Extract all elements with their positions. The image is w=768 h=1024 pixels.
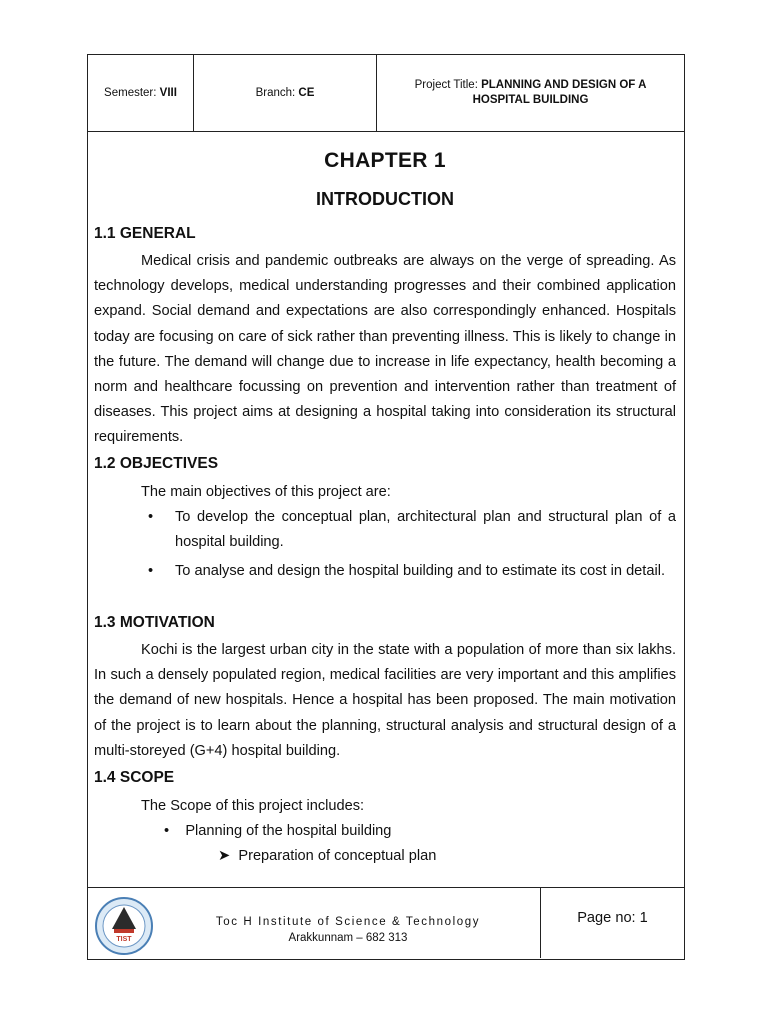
scope-intro: The Scope of this project includes: [141, 798, 365, 814]
scope-item [164, 819, 391, 844]
project-title-line-1: PLANNING AND DESIGN OF A [481, 79, 647, 91]
semester-value: VIII [159, 86, 177, 99]
page-number: Page no: 1 [577, 910, 648, 926]
chapter-heading: CHAPTER 1 [324, 149, 446, 172]
bullet-icon: • [148, 509, 154, 525]
branch-value: CE [298, 86, 315, 99]
institute-address: Arakkunnam – 682 313 [288, 932, 408, 944]
logo-text: TIST [116, 936, 132, 943]
scope-item-text: Planning of the hospital building [185, 823, 392, 839]
project-title-cell [377, 55, 684, 131]
project-title-line-2: HOSPITAL BUILDING [472, 94, 589, 106]
institute-logo [94, 896, 154, 956]
branch-label: Branch: [255, 86, 296, 99]
motivation-paragraph: Kochi is the largest urban city in the state with a population of more than six lakhs. In such a densely populated region, medical facilities are very important and this amplifies the demand of new hospitals. Hence a hospital has been proposed. The main motivation of the project is to learn about the planning, structural analysis and structural design of a multi-storeyed (G+4) hospital building. [94, 642, 676, 759]
section-heading-motivation: 1.3 MOTIVATION [94, 614, 215, 631]
page-footer [88, 887, 684, 960]
objective-item-2 [148, 559, 676, 584]
bullet-icon: • [148, 563, 154, 579]
scope-subitem [218, 844, 436, 869]
objective-item-1 [148, 505, 676, 555]
arrow-bullet-icon: ➤ [218, 848, 231, 864]
branch-cell [194, 55, 377, 131]
section-heading-objectives: 1.2 OBJECTIVES [94, 455, 219, 472]
section-heading-general: 1.1 GENERAL [94, 225, 196, 242]
institute-name: Toc H Institute of Science & Technology [215, 916, 481, 928]
section-heading-scope: 1.4 SCOPE [94, 769, 175, 786]
chapter-title: INTRODUCTION [316, 189, 454, 209]
general-paragraph: Medical crisis and pandemic outbreaks are always on the verge of spreading. As technology develops, medical understanding progresses and their combined application expand. Social demand and expectations are also correspondingly enhanced. Hospitals today are focusing on care of sick rather than preventing illness. This is likely to change in the future. The demand will change due to increase in life expectancy, health becoming a norm and healthcare focussing on prevention and intervention rather than treatment of diseases. This project aims at designing a hospital taking into consideration its structural requirements. [94, 253, 676, 446]
document-page [87, 54, 685, 960]
objective-item-1-text: To develop the conceptual plan, architectural plan and structural plan of a hospital building. [175, 509, 676, 551]
page-header [88, 55, 684, 132]
scope-subitem-text: Preparation of conceptual plan [238, 848, 437, 864]
semester-cell [88, 55, 194, 131]
project-title-label: Project Title: [414, 79, 478, 91]
objective-item-2-text: To analyse and design the hospital building and to estimate its cost in detail. [175, 563, 666, 579]
semester-label: Semester: [104, 86, 157, 99]
objectives-intro: The main objectives of this project are: [141, 484, 391, 500]
bullet-icon: • [164, 823, 170, 839]
